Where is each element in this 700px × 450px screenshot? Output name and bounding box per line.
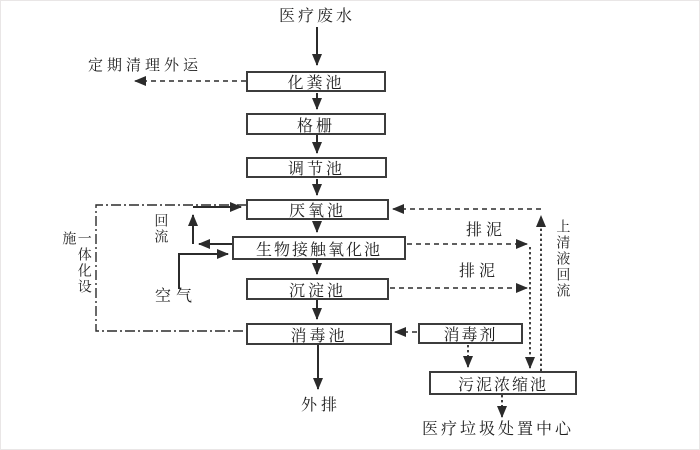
arrow-air-feed (179, 254, 228, 289)
node-sludge-thickening-tank: 污泥浓缩池 (429, 371, 577, 395)
label-air: 空气 (155, 286, 198, 305)
integrated-facility-boundary (96, 205, 247, 331)
node-screen: 格栅 (246, 113, 386, 135)
label-regular-cleaning-transport: 定期清理外运 (88, 56, 203, 74)
label-outfall: 外排 (301, 395, 342, 414)
node-sedimentation-tank: 沉淀池 (246, 278, 389, 300)
label-sludge-discharge-top: 排泥 (466, 220, 507, 239)
label-medical-wastewater: 医疗废水 (278, 6, 355, 25)
node-bio-contact-oxidation-tank: 生物接触氧化池 (232, 236, 406, 260)
node-regulating-tank: 调节池 (246, 157, 387, 178)
node-disinfection-tank: 消毒池 (246, 323, 392, 345)
label-medical-waste-disposal-center: 医疗垃圾处置中心 (422, 419, 575, 438)
label-reflux: 回流 (152, 213, 169, 245)
label-supernatant-reflux: 上清液回流 (554, 219, 571, 299)
label-integrated-facility: 一体化设施 (60, 231, 92, 295)
label-sludge-discharge-bottom: 排泥 (459, 261, 500, 280)
node-septic-tank: 化粪池 (246, 71, 386, 92)
node-anaerobic-tank: 厌氧池 (246, 199, 389, 220)
node-disinfectant: 消毒剂 (418, 323, 523, 344)
